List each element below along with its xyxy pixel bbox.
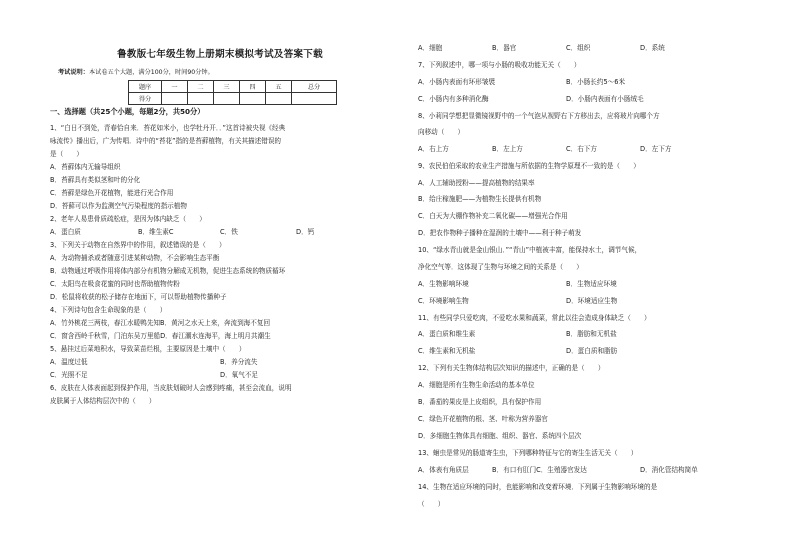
score-table-score-row [129, 93, 337, 105]
option-text: B．左上方 [492, 145, 523, 153]
score-cell: 二 [188, 81, 214, 93]
score-cell: 题序 [129, 81, 162, 93]
page-title: 鲁教版七年级生物上册期末模拟考试及答案下载 [117, 49, 323, 60]
option-text: D．消化管结构简单 [640, 466, 698, 474]
question-text: 3、下列关于动物在自然界中的作用，叙述错误的是（ ） [50, 241, 226, 249]
question-text: 11、有些同学只爱吃肉，不爱吃水果和蔬菜，常此以往会造成身体缺乏（ ） [418, 314, 651, 322]
question-text: 净化空气等．这体现了生物与环境之间的关系是（ ） [418, 263, 583, 271]
option-text: A．细胞 [418, 44, 443, 52]
section-heading: 一、选择题（共25个小题，每题2分，共50分） [50, 107, 205, 116]
score-cell: 五 [266, 81, 292, 93]
score-input-cell [240, 93, 266, 105]
question-text: 皮肤属于人体结构层次中的（ ） [50, 397, 156, 405]
question-text: 14、生物在适应环境的同时，也能影响和改变着环境．下列属于生物影响环境的是 [418, 483, 658, 491]
question-text: 6、皮肤在人体表面起到保护作用，当皮肤划破时人会感到疼痛，甚至会流血，说明 [50, 384, 292, 392]
option-text: B．生物适应环境 [566, 280, 617, 288]
option-text: A．苔藓体内无输导组织 [50, 163, 121, 171]
option-text: A．小肠内表面有环形皱襞 [418, 78, 496, 86]
question-text: 9、农民伯伯采取的农业生产措施与所依据的生物学原理不一致的是（ ） [418, 162, 640, 170]
option-text: B．有口有肛门C．生殖器官发达 [492, 466, 587, 474]
option-text: A．细胞是所有生物生命活动的基本单位 [418, 381, 535, 389]
option-text: C．小肠内有多种消化酶 [418, 95, 489, 103]
score-input-cell [266, 93, 292, 105]
option-text: B．器官 [492, 44, 517, 52]
option-text: A．竹外桃花三两枝，春江水暖鸭先知B．黄河之水天上来，奔流到海不复回 [50, 319, 271, 327]
note-label: 考试说明： [58, 69, 89, 76]
score-cell: 得分 [129, 93, 162, 105]
question-text: 8、小莉同学想把显微镜视野中的一个气泡从视野右下方移出去，应将玻片向哪个方 [418, 112, 660, 120]
score-cell: 总分 [292, 81, 337, 93]
score-input-cell [188, 93, 214, 105]
question-text: 12、下列有关生物体结构层次知识的描述中，正确的是（ ） [418, 364, 605, 372]
option-text: A．为动物捕杀或者随意引进某种动物，不会影响生态平衡 [50, 254, 220, 262]
option-text: C．维生素和无机盐 [418, 347, 476, 355]
option-text: C．右下方 [566, 145, 597, 153]
option-text: A．蛋白质和维生素 [418, 330, 476, 338]
question-text: 1、“白日不到处，青春恰自来．苔花如米小，也学牡丹开．．”这首诗被央视《经典 [50, 124, 286, 132]
option-text: A．体表有角质层 [418, 466, 469, 474]
score-cell: 三 [214, 81, 240, 93]
option-text: B．维生素C [138, 228, 174, 236]
option-text: D．小肠内表面有小肠绒毛 [566, 95, 644, 103]
option-text: D．蛋白质和脂肪 [566, 347, 618, 355]
question-text: 4、下列诗句包含生命现象的是（ ） [50, 306, 167, 314]
question-text: 向移动（ ） [418, 128, 465, 136]
option-text: D．松鼠将收获的松子储存在地面下，可以帮助植物传播种子 [50, 293, 227, 301]
option-text: B．小肠长约5～6米 [566, 78, 626, 86]
score-cell: 一 [162, 81, 188, 93]
question-text: 咏流传》播出后，广为传唱．诗中的“苔花”指的是苔藓植物，有关其描述错误的 [50, 137, 282, 145]
option-text: C．白天为大棚作物补充二氧化碳——增强光合作用 [418, 212, 568, 220]
option-text: B．动物通过呼吸作用将体内部分有机物分解成无机物，促进生态系统的物质循环 [50, 267, 286, 275]
question-text: （ ） [418, 500, 445, 508]
option-text: A．人工辅助授粉——提高植物的结果率 [418, 179, 535, 187]
question-text: 10、“绿水青山就是金山银山．”“青山”中植被丰富，能保持水土，调节气候， [418, 246, 642, 254]
option-text: C．太阳鸟在吸食花蜜的同时也帮助植物传粉 [50, 280, 180, 288]
question-text: 5、悬挂过后菜地积水，导致菜苗烂根，主要原因是土壤中（ ） [50, 345, 246, 353]
option-text: D．把农作物种子播种在湿润的土壤中——利于种子萌发 [418, 229, 582, 237]
score-table-header-row [129, 81, 337, 93]
option-text: C．光照不足 [50, 371, 88, 379]
option-text: D．氧气不足 [220, 371, 259, 379]
option-text: D．苔藓可以作为监测空气污染程度的指示植物 [50, 202, 187, 210]
option-text: B．苔藓具有类似茎和叶的分化 [50, 176, 141, 184]
question-text: 13、蛔虫是常见的肠道寄生虫，下列哪种特征与它的寄生生活无关（ ） [418, 449, 638, 457]
option-text: C．苔藓是绿色开花植物，能进行光合作用 [50, 189, 174, 197]
option-text: A．蛋白质 [50, 228, 81, 236]
option-text: B．脂肪和无机盐 [566, 330, 617, 338]
option-text: D．环境适应生物 [566, 297, 618, 305]
score-input-cell [162, 93, 188, 105]
option-text: B．给庄稼施肥——为植物生长提供有机物 [418, 195, 542, 203]
option-text: C．组织 [566, 44, 591, 52]
option-text: C．绿色开花植物的根、茎、叶称为营养器官 [418, 415, 548, 423]
score-input-cell [214, 93, 240, 105]
note-text: 本试卷五个大题，满分100分，时间90分钟。 [88, 69, 214, 76]
option-text: D．左下方 [640, 145, 672, 153]
option-text: A．温度过低 [50, 358, 88, 366]
question-text: 2、老年人易患骨质疏松症，是因为体内缺乏（ ） [50, 215, 206, 223]
question-text: 7、下列叙述中，哪一项与小肠的吸收功能无关（ ） [418, 61, 581, 69]
option-text: A．右上方 [418, 145, 449, 153]
option-text: D．钙 [296, 228, 315, 236]
score-input-cell [292, 93, 337, 105]
option-text: B．番茄的果皮是上皮组织，具有保护作用 [418, 398, 542, 406]
option-text: B．养分流失 [220, 358, 258, 366]
score-cell: 四 [240, 81, 266, 93]
option-text: C．环境影响生物 [418, 297, 469, 305]
option-text: C．窗含西岭千秋雪，门泊东吴万里船D．春江潮水连海平，海上明月共潮生 [50, 332, 271, 340]
option-text: C．铁 [220, 228, 238, 236]
option-text: D．多细胞生物体具有细胞、组织、器官、系统四个层次 [418, 432, 582, 440]
question-text: 是（ ） [50, 150, 83, 158]
option-text: A．生物影响环境 [418, 280, 469, 288]
exam-note [58, 67, 214, 76]
option-text: D．系统 [640, 44, 665, 52]
score-table [128, 80, 337, 105]
